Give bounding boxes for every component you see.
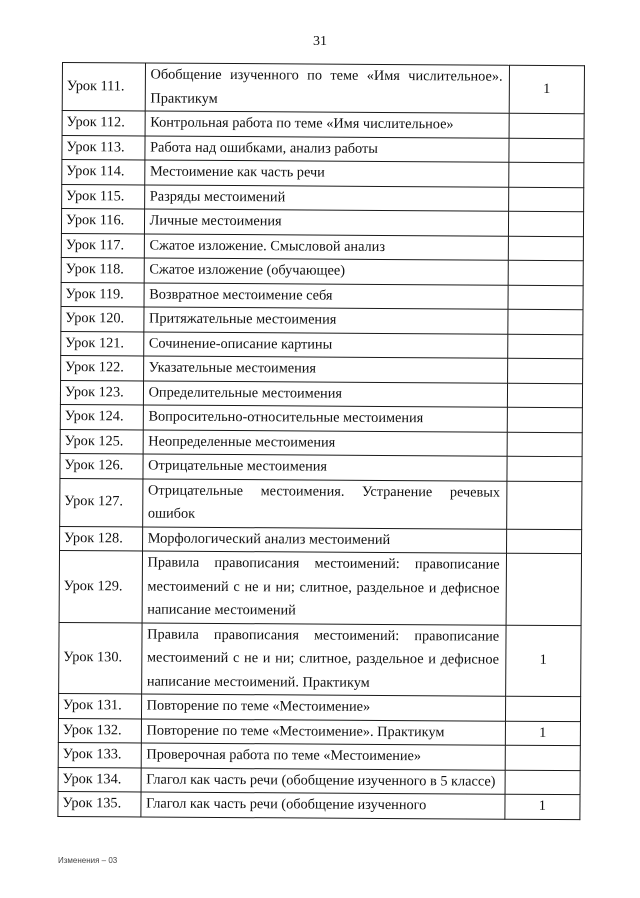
lesson-hours [505, 770, 580, 795]
lesson-number: Урок 129. [59, 550, 142, 622]
table-row [59, 550, 581, 625]
lesson-hours [505, 745, 580, 770]
table-row [58, 767, 580, 795]
lesson-topic: Контрольная работа по теме «Имя числительное» [145, 111, 509, 138]
lesson-hours [508, 211, 583, 236]
lesson-topic: Указательные местоимения [143, 356, 507, 383]
table-row [60, 404, 582, 432]
lesson-hours [507, 334, 582, 359]
lesson-hours [508, 187, 583, 212]
lesson-topic: Сочинение-описание картины [143, 332, 507, 359]
table-row [60, 453, 582, 481]
lesson-number: Урок 128. [60, 526, 143, 551]
lesson-topic: Личные местоимения [144, 209, 508, 236]
lesson-topic: Притяжательные местоимения [143, 307, 507, 334]
lesson-hours [507, 456, 582, 481]
lesson-number: Урок 114. [62, 160, 145, 185]
footer-note: Изменения – 03 [58, 856, 118, 865]
lesson-number: Урок 132. [58, 718, 141, 743]
table-row [61, 306, 583, 334]
table-row [60, 478, 582, 529]
table-row [58, 693, 580, 721]
lesson-hours [509, 138, 584, 163]
lesson-number: Урок 112. [62, 111, 145, 136]
lesson-topic: Неопределенные местоимения [143, 430, 507, 457]
lesson-number: Урок 124. [60, 404, 143, 429]
lesson-hours [508, 309, 583, 334]
table-row [60, 526, 582, 554]
lesson-topic: Правила правописания местоимений: правописание местоимений с не и ни; слитное, раздельное и дефисное написание местоимений [142, 551, 506, 625]
table-row [62, 63, 584, 114]
lesson-topic: Местоимение как часть речи [144, 160, 508, 187]
lesson-hours [507, 407, 582, 432]
lesson-number: Урок 131. [58, 693, 141, 718]
lesson-topic: Правила правописания местоимений: правописание местоимений с не и ни; слитное, раздельное и дефисное написание местоимений. Практикум [141, 622, 505, 696]
table-row [61, 331, 583, 359]
lesson-topic: Вопросительно-относительные местоимения [143, 405, 507, 432]
lesson-topic: Возвратное местоимение себя [144, 283, 508, 310]
table-row [58, 791, 580, 819]
lesson-number: Урок 118. [61, 257, 144, 282]
lesson-topic: Сжатое изложение (обучающее) [144, 258, 508, 285]
lesson-topic: Сжатое изложение. Смысловой анализ [144, 234, 508, 261]
table-row [58, 718, 580, 746]
lesson-number: Урок 134. [58, 767, 141, 792]
lesson-topic: Проверочная работа по теме «Местоимение» [141, 743, 505, 770]
page-number: 31 [313, 34, 327, 49]
table-row [62, 111, 584, 139]
lesson-topic: Морфологический анализ местоимений [142, 526, 506, 553]
lesson-topic: Повторение по теме «Местоимение» [141, 694, 505, 721]
table-row [61, 209, 583, 237]
lesson-hours [508, 162, 583, 187]
table-row [62, 160, 584, 188]
table-row [61, 257, 583, 285]
lesson-hours: 1 [509, 65, 585, 113]
lesson-number: Урок 116. [61, 209, 144, 234]
lesson-hours: 1 [505, 794, 580, 819]
lesson-hours [508, 260, 583, 285]
lesson-number: Урок 133. [58, 742, 141, 767]
lesson-number: Урок 113. [62, 135, 145, 160]
lesson-hours [508, 285, 583, 310]
lesson-hours [506, 481, 582, 529]
lesson-topic: Разряды местоимений [144, 185, 508, 212]
lesson-number: Урок 122. [61, 355, 144, 380]
lesson-hours: 1 [505, 721, 580, 746]
lesson-hours [507, 432, 582, 457]
lesson-topic: Повторение по теме «Местоимение». Практикум [141, 718, 505, 745]
lesson-hours: 1 [505, 625, 581, 697]
table-row [62, 184, 584, 212]
lesson-number: Урок 123. [60, 380, 143, 405]
lesson-topic: Определительные местоимения [143, 381, 507, 408]
table-row [58, 742, 580, 770]
table-row [61, 282, 583, 310]
lesson-hours [506, 529, 581, 554]
table-row [62, 135, 584, 163]
table-row [61, 233, 583, 261]
lesson-number: Урок 119. [61, 282, 144, 307]
lesson-number: Урок 115. [62, 184, 145, 209]
lesson-hours [506, 553, 582, 625]
lesson-hours [507, 383, 582, 408]
lesson-number: Урок 135. [58, 791, 141, 816]
lesson-topic: Обобщение изученного по теме «Имя числительное». Практикум [145, 63, 509, 113]
lesson-topic: Работа над ошибками, анализ работы [145, 136, 509, 163]
table-row [61, 355, 583, 383]
lesson-topic: Отрицательные местоимения. Устранение речевых ошибок [142, 479, 506, 529]
lesson-number: Урок 127. [60, 478, 143, 527]
lesson-topic: Глагол как часть речи (обобщение изученного в 5 классе) [141, 767, 505, 794]
lesson-hours [508, 236, 583, 261]
lesson-number: Урок 111. [62, 63, 145, 112]
lesson-plan-table [57, 62, 585, 820]
lesson-hours [509, 113, 584, 138]
lesson-topic: Отрицательные местоимения [143, 454, 507, 481]
lesson-number: Урок 126. [60, 453, 143, 478]
lesson-hours [505, 696, 580, 721]
table-row [60, 429, 582, 457]
lesson-topic: Глагол как часть речи (обобщение изученного [141, 792, 505, 819]
lesson-number: Урок 125. [60, 429, 143, 454]
lesson-number: Урок 117. [61, 233, 144, 258]
lesson-number: Урок 121. [61, 331, 144, 356]
table-row [59, 622, 581, 697]
table-row [60, 380, 582, 408]
lesson-number: Урок 130. [59, 622, 142, 694]
lesson-number: Урок 120. [61, 306, 144, 331]
lesson-hours [507, 358, 582, 383]
lesson-rows [58, 63, 585, 820]
